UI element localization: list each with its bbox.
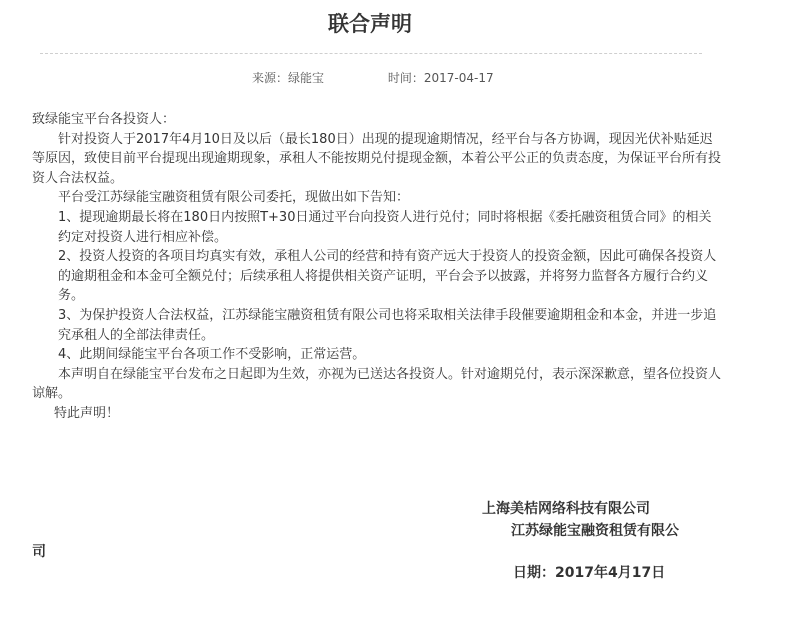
statement-body	[32, 110, 722, 424]
source-label: 来源：	[252, 71, 289, 85]
time-label: 时间：	[387, 71, 424, 85]
closing-remark: 特此声明！	[54, 405, 120, 421]
page-title: 联合声明	[328, 12, 412, 36]
list-item: 1、提现逾期最长将在180日内按照T+30日通过平台向投资人进行兑付；同时将根据《委托融资租赁合同》的相关约定对投资人进行相应补偿。	[58, 209, 712, 245]
paragraph-entrustment: 平台受江苏绿能宝融资租赁有限公司委托，现做出如下告知：	[58, 190, 410, 206]
paragraph-effective: 本声明自在绿能宝平台发布之日起即为生效，亦视为已送达各投资人。针对逾期兑付，表示深深歉意，望各位投资人谅解。	[32, 366, 722, 402]
article-meta	[252, 70, 494, 86]
list-item: 4、此期间绿能宝平台各项工作不受影响，正常运营。	[58, 347, 366, 363]
list-item: 2、投资人投资的各项目均真实有效，承租人公司的经营和持有资产远大于投资人的投资金额，因此可确保各投资人的逾期租金和本金可全额兑付；后续承租人将提供相关资产证明，平台会予以披露，并将努力监督各方履行合约义务。	[58, 249, 717, 304]
time-value: 2017-04-17	[423, 71, 494, 85]
source-value: 绿能宝	[288, 71, 325, 85]
signature-company-meiju: 上海美桔网络科技有限公司	[482, 501, 650, 517]
salutation: 致绿能宝平台各投资人：	[32, 112, 176, 127]
signature-company-lvnengbao: 江苏绿能宝融资租赁有限公	[511, 523, 679, 539]
list-item: 3、为保护投资人合法权益，江苏绿能宝融资租赁有限公司也将采取相关法律手段催要逾期租金和本金，并进一步追究承租人的全部法律责任。	[58, 307, 717, 343]
signature-date: 日期：2017年4月17日	[513, 565, 666, 581]
title-divider	[40, 53, 702, 54]
signature-company-lvnengbao-wrap: 司	[32, 544, 46, 560]
paragraph-situation: 针对投资人于2017年4月10日及以后（最长180日）出现的提现逾期情况，经平台与各方协调，现因光伏补贴延迟等原因，致使目前平台提现出现逾期现象，承租人不能按期兑付提现金额，本着公平公正的负责态度，为保证平台所有投资人合法权益。	[32, 131, 722, 186]
